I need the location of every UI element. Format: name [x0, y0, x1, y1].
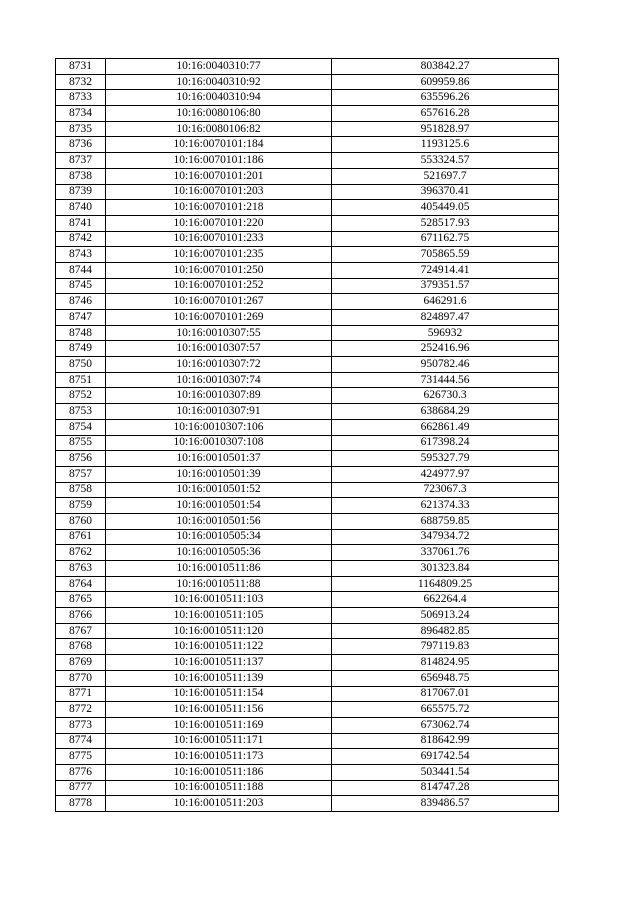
value-cell: 503441.54	[332, 764, 559, 780]
value-cell: 705865.59	[332, 247, 559, 263]
table-row	[56, 466, 559, 482]
row-number-cell: 8768	[56, 639, 106, 655]
cadastral-number-cell: 10:16:0010511:122	[106, 639, 332, 655]
row-number-cell: 8757	[56, 466, 106, 482]
value-cell: 691742.54	[332, 749, 559, 765]
cadastral-number-cell: 10:16:0070101:186	[106, 153, 332, 169]
value-cell: 347934.72	[332, 529, 559, 545]
table-row	[56, 90, 559, 106]
table-body	[56, 59, 559, 812]
cadastral-number-cell: 10:16:0010501:52	[106, 482, 332, 498]
value-cell: 596932	[332, 325, 559, 341]
cadastral-number-cell: 10:16:0010511:103	[106, 592, 332, 608]
table-row	[56, 310, 559, 326]
cadastral-number-cell: 10:16:0080106:80	[106, 106, 332, 122]
cadastral-number-cell: 10:16:0070101:220	[106, 215, 332, 231]
table-row	[56, 106, 559, 122]
table-row	[56, 670, 559, 686]
value-cell: 817067.01	[332, 686, 559, 702]
value-cell: 814747.28	[332, 780, 559, 796]
value-cell: 724914.41	[332, 262, 559, 278]
table-row	[56, 184, 559, 200]
row-number-cell: 8760	[56, 513, 106, 529]
table-row	[56, 780, 559, 796]
table-row	[56, 404, 559, 420]
value-cell: 896482.85	[332, 623, 559, 639]
row-number-cell: 8765	[56, 592, 106, 608]
table-row	[56, 764, 559, 780]
value-cell: 662861.49	[332, 419, 559, 435]
row-number-cell: 8741	[56, 215, 106, 231]
row-number-cell: 8755	[56, 435, 106, 451]
cadastral-number-cell: 10:16:0010511:156	[106, 702, 332, 718]
table-row	[56, 388, 559, 404]
table-row	[56, 247, 559, 263]
value-cell: 950782.46	[332, 357, 559, 373]
cadastral-number-cell: 10:16:0010307:74	[106, 372, 332, 388]
value-cell: 665575.72	[332, 702, 559, 718]
cadastral-number-cell: 10:16:0010501:37	[106, 451, 332, 467]
value-cell: 595327.79	[332, 451, 559, 467]
row-number-cell: 8766	[56, 608, 106, 624]
table-row	[56, 153, 559, 169]
cadastral-number-cell: 10:16:0070101:184	[106, 137, 332, 153]
table-row	[56, 435, 559, 451]
row-number-cell: 8767	[56, 623, 106, 639]
row-number-cell: 8738	[56, 168, 106, 184]
row-number-cell: 8770	[56, 670, 106, 686]
cadastral-number-cell: 10:16:0070101:252	[106, 278, 332, 294]
value-cell: 528517.93	[332, 215, 559, 231]
cadastral-number-cell: 10:16:0010307:57	[106, 341, 332, 357]
row-number-cell: 8733	[56, 90, 106, 106]
cadastral-number-cell: 10:16:0070101:233	[106, 231, 332, 247]
table-row	[56, 294, 559, 310]
value-cell: 951828.97	[332, 121, 559, 137]
table-row	[56, 749, 559, 765]
cadastral-number-cell: 10:16:0010511:188	[106, 780, 332, 796]
row-number-cell: 8743	[56, 247, 106, 263]
row-number-cell: 8748	[56, 325, 106, 341]
cadastral-number-cell: 10:16:0010501:39	[106, 466, 332, 482]
row-number-cell: 8756	[56, 451, 106, 467]
cadastral-number-cell: 10:16:0010511:171	[106, 733, 332, 749]
row-number-cell: 8734	[56, 106, 106, 122]
table-row	[56, 325, 559, 341]
cadastral-number-cell: 10:16:0010307:55	[106, 325, 332, 341]
table-row	[56, 200, 559, 216]
row-number-cell: 8745	[56, 278, 106, 294]
row-number-cell: 8773	[56, 717, 106, 733]
table-row	[56, 121, 559, 137]
table-row	[56, 231, 559, 247]
cadastral-number-cell: 10:16:0080106:82	[106, 121, 332, 137]
cadastral-number-cell: 10:16:0010501:54	[106, 498, 332, 514]
value-cell: 723067.3	[332, 482, 559, 498]
table-row	[56, 168, 559, 184]
cadastral-number-cell: 10:16:0040310:77	[106, 59, 332, 75]
value-cell: 379351.57	[332, 278, 559, 294]
cadastral-number-cell: 10:16:0010307:106	[106, 419, 332, 435]
table-row	[56, 372, 559, 388]
cadastral-number-cell: 10:16:0010511:139	[106, 670, 332, 686]
cadastral-number-cell: 10:16:0010511:88	[106, 576, 332, 592]
cadastral-number-cell: 10:16:0010511:169	[106, 717, 332, 733]
table-row	[56, 561, 559, 577]
table-row	[56, 513, 559, 529]
row-number-cell: 8740	[56, 200, 106, 216]
value-cell: 824897.47	[332, 310, 559, 326]
table-row	[56, 796, 559, 812]
row-number-cell: 8761	[56, 529, 106, 545]
row-number-cell: 8772	[56, 702, 106, 718]
table-row	[56, 215, 559, 231]
value-cell: 635596.26	[332, 90, 559, 106]
table-row	[56, 545, 559, 561]
value-cell: 301323.84	[332, 561, 559, 577]
value-cell: 252416.96	[332, 341, 559, 357]
value-cell: 617398.24	[332, 435, 559, 451]
row-number-cell: 8744	[56, 262, 106, 278]
table-row	[56, 482, 559, 498]
table-row	[56, 655, 559, 671]
value-cell: 818642.99	[332, 733, 559, 749]
table-row	[56, 623, 559, 639]
cadastral-number-cell: 10:16:0010511:105	[106, 608, 332, 624]
row-number-cell: 8731	[56, 59, 106, 75]
table-row	[56, 717, 559, 733]
row-number-cell: 8735	[56, 121, 106, 137]
cadastral-number-cell: 10:16:0010501:56	[106, 513, 332, 529]
value-cell: 553324.57	[332, 153, 559, 169]
table-row	[56, 357, 559, 373]
cadastral-number-cell: 10:16:0070101:267	[106, 294, 332, 310]
value-cell: 839486.57	[332, 796, 559, 812]
cadastral-number-cell: 10:16:0040310:94	[106, 90, 332, 106]
cadastral-number-cell: 10:16:0010505:36	[106, 545, 332, 561]
row-number-cell: 8758	[56, 482, 106, 498]
table-row	[56, 451, 559, 467]
row-number-cell: 8759	[56, 498, 106, 514]
table-row	[56, 702, 559, 718]
cadastral-number-cell: 10:16:0010511:154	[106, 686, 332, 702]
cadastral-number-cell: 10:16:0010307:91	[106, 404, 332, 420]
table-row	[56, 576, 559, 592]
cadastral-number-cell: 10:16:0010511:137	[106, 655, 332, 671]
table-row	[56, 733, 559, 749]
table-row	[56, 592, 559, 608]
row-number-cell: 8742	[56, 231, 106, 247]
table-row	[56, 262, 559, 278]
table-row	[56, 608, 559, 624]
table-row	[56, 59, 559, 75]
value-cell: 673062.74	[332, 717, 559, 733]
cadastral-number-cell: 10:16:0010511:173	[106, 749, 332, 765]
row-number-cell: 8750	[56, 357, 106, 373]
cadastral-number-cell: 10:16:0010505:34	[106, 529, 332, 545]
cadastral-number-cell: 10:16:0070101:269	[106, 310, 332, 326]
value-cell: 621374.33	[332, 498, 559, 514]
row-number-cell: 8754	[56, 419, 106, 435]
table-row	[56, 137, 559, 153]
value-cell: 656948.75	[332, 670, 559, 686]
value-cell: 688759.85	[332, 513, 559, 529]
cadastral-number-cell: 10:16:0070101:203	[106, 184, 332, 200]
cadastral-value-table	[55, 58, 559, 812]
row-number-cell: 8746	[56, 294, 106, 310]
table-row	[56, 74, 559, 90]
value-cell: 814824.95	[332, 655, 559, 671]
row-number-cell: 8762	[56, 545, 106, 561]
row-number-cell: 8752	[56, 388, 106, 404]
row-number-cell: 8751	[56, 372, 106, 388]
row-number-cell: 8736	[56, 137, 106, 153]
table-row	[56, 498, 559, 514]
value-cell: 405449.05	[332, 200, 559, 216]
cadastral-number-cell: 10:16:0070101:235	[106, 247, 332, 263]
cadastral-number-cell: 10:16:0010511:186	[106, 764, 332, 780]
value-cell: 506913.24	[332, 608, 559, 624]
value-cell: 1164809.25	[332, 576, 559, 592]
value-cell: 609959.86	[332, 74, 559, 90]
row-number-cell: 8732	[56, 74, 106, 90]
cadastral-number-cell: 10:16:0010307:89	[106, 388, 332, 404]
value-cell: 646291.6	[332, 294, 559, 310]
value-cell: 731444.56	[332, 372, 559, 388]
value-cell: 337061.76	[332, 545, 559, 561]
row-number-cell: 8776	[56, 764, 106, 780]
row-number-cell: 8771	[56, 686, 106, 702]
value-cell: 521697.7	[332, 168, 559, 184]
row-number-cell: 8764	[56, 576, 106, 592]
row-number-cell: 8749	[56, 341, 106, 357]
value-cell: 657616.28	[332, 106, 559, 122]
row-number-cell: 8753	[56, 404, 106, 420]
table-row	[56, 341, 559, 357]
value-cell: 797119.83	[332, 639, 559, 655]
cadastral-number-cell: 10:16:0010511:203	[106, 796, 332, 812]
value-cell: 671162.75	[332, 231, 559, 247]
cadastral-number-cell: 10:16:0040310:92	[106, 74, 332, 90]
row-number-cell: 8747	[56, 310, 106, 326]
row-number-cell: 8778	[56, 796, 106, 812]
table-row	[56, 686, 559, 702]
value-cell: 396370.41	[332, 184, 559, 200]
cadastral-number-cell: 10:16:0010511:120	[106, 623, 332, 639]
row-number-cell: 8737	[56, 153, 106, 169]
value-cell: 1193125.6	[332, 137, 559, 153]
cadastral-number-cell: 10:16:0070101:201	[106, 168, 332, 184]
cadastral-number-cell: 10:16:0070101:218	[106, 200, 332, 216]
cadastral-number-cell: 10:16:0070101:250	[106, 262, 332, 278]
row-number-cell: 8775	[56, 749, 106, 765]
table-row	[56, 639, 559, 655]
row-number-cell: 8763	[56, 561, 106, 577]
cadastral-number-cell: 10:16:0010307:108	[106, 435, 332, 451]
cadastral-number-cell: 10:16:0010307:72	[106, 357, 332, 373]
row-number-cell: 8777	[56, 780, 106, 796]
value-cell: 803842.27	[332, 59, 559, 75]
value-cell: 424977.97	[332, 466, 559, 482]
table-row	[56, 529, 559, 545]
value-cell: 638684.29	[332, 404, 559, 420]
row-number-cell: 8769	[56, 655, 106, 671]
value-cell: 626730.3	[332, 388, 559, 404]
table-row	[56, 419, 559, 435]
cadastral-number-cell: 10:16:0010511:86	[106, 561, 332, 577]
table-row	[56, 278, 559, 294]
value-cell: 662264.4	[332, 592, 559, 608]
row-number-cell: 8774	[56, 733, 106, 749]
row-number-cell: 8739	[56, 184, 106, 200]
